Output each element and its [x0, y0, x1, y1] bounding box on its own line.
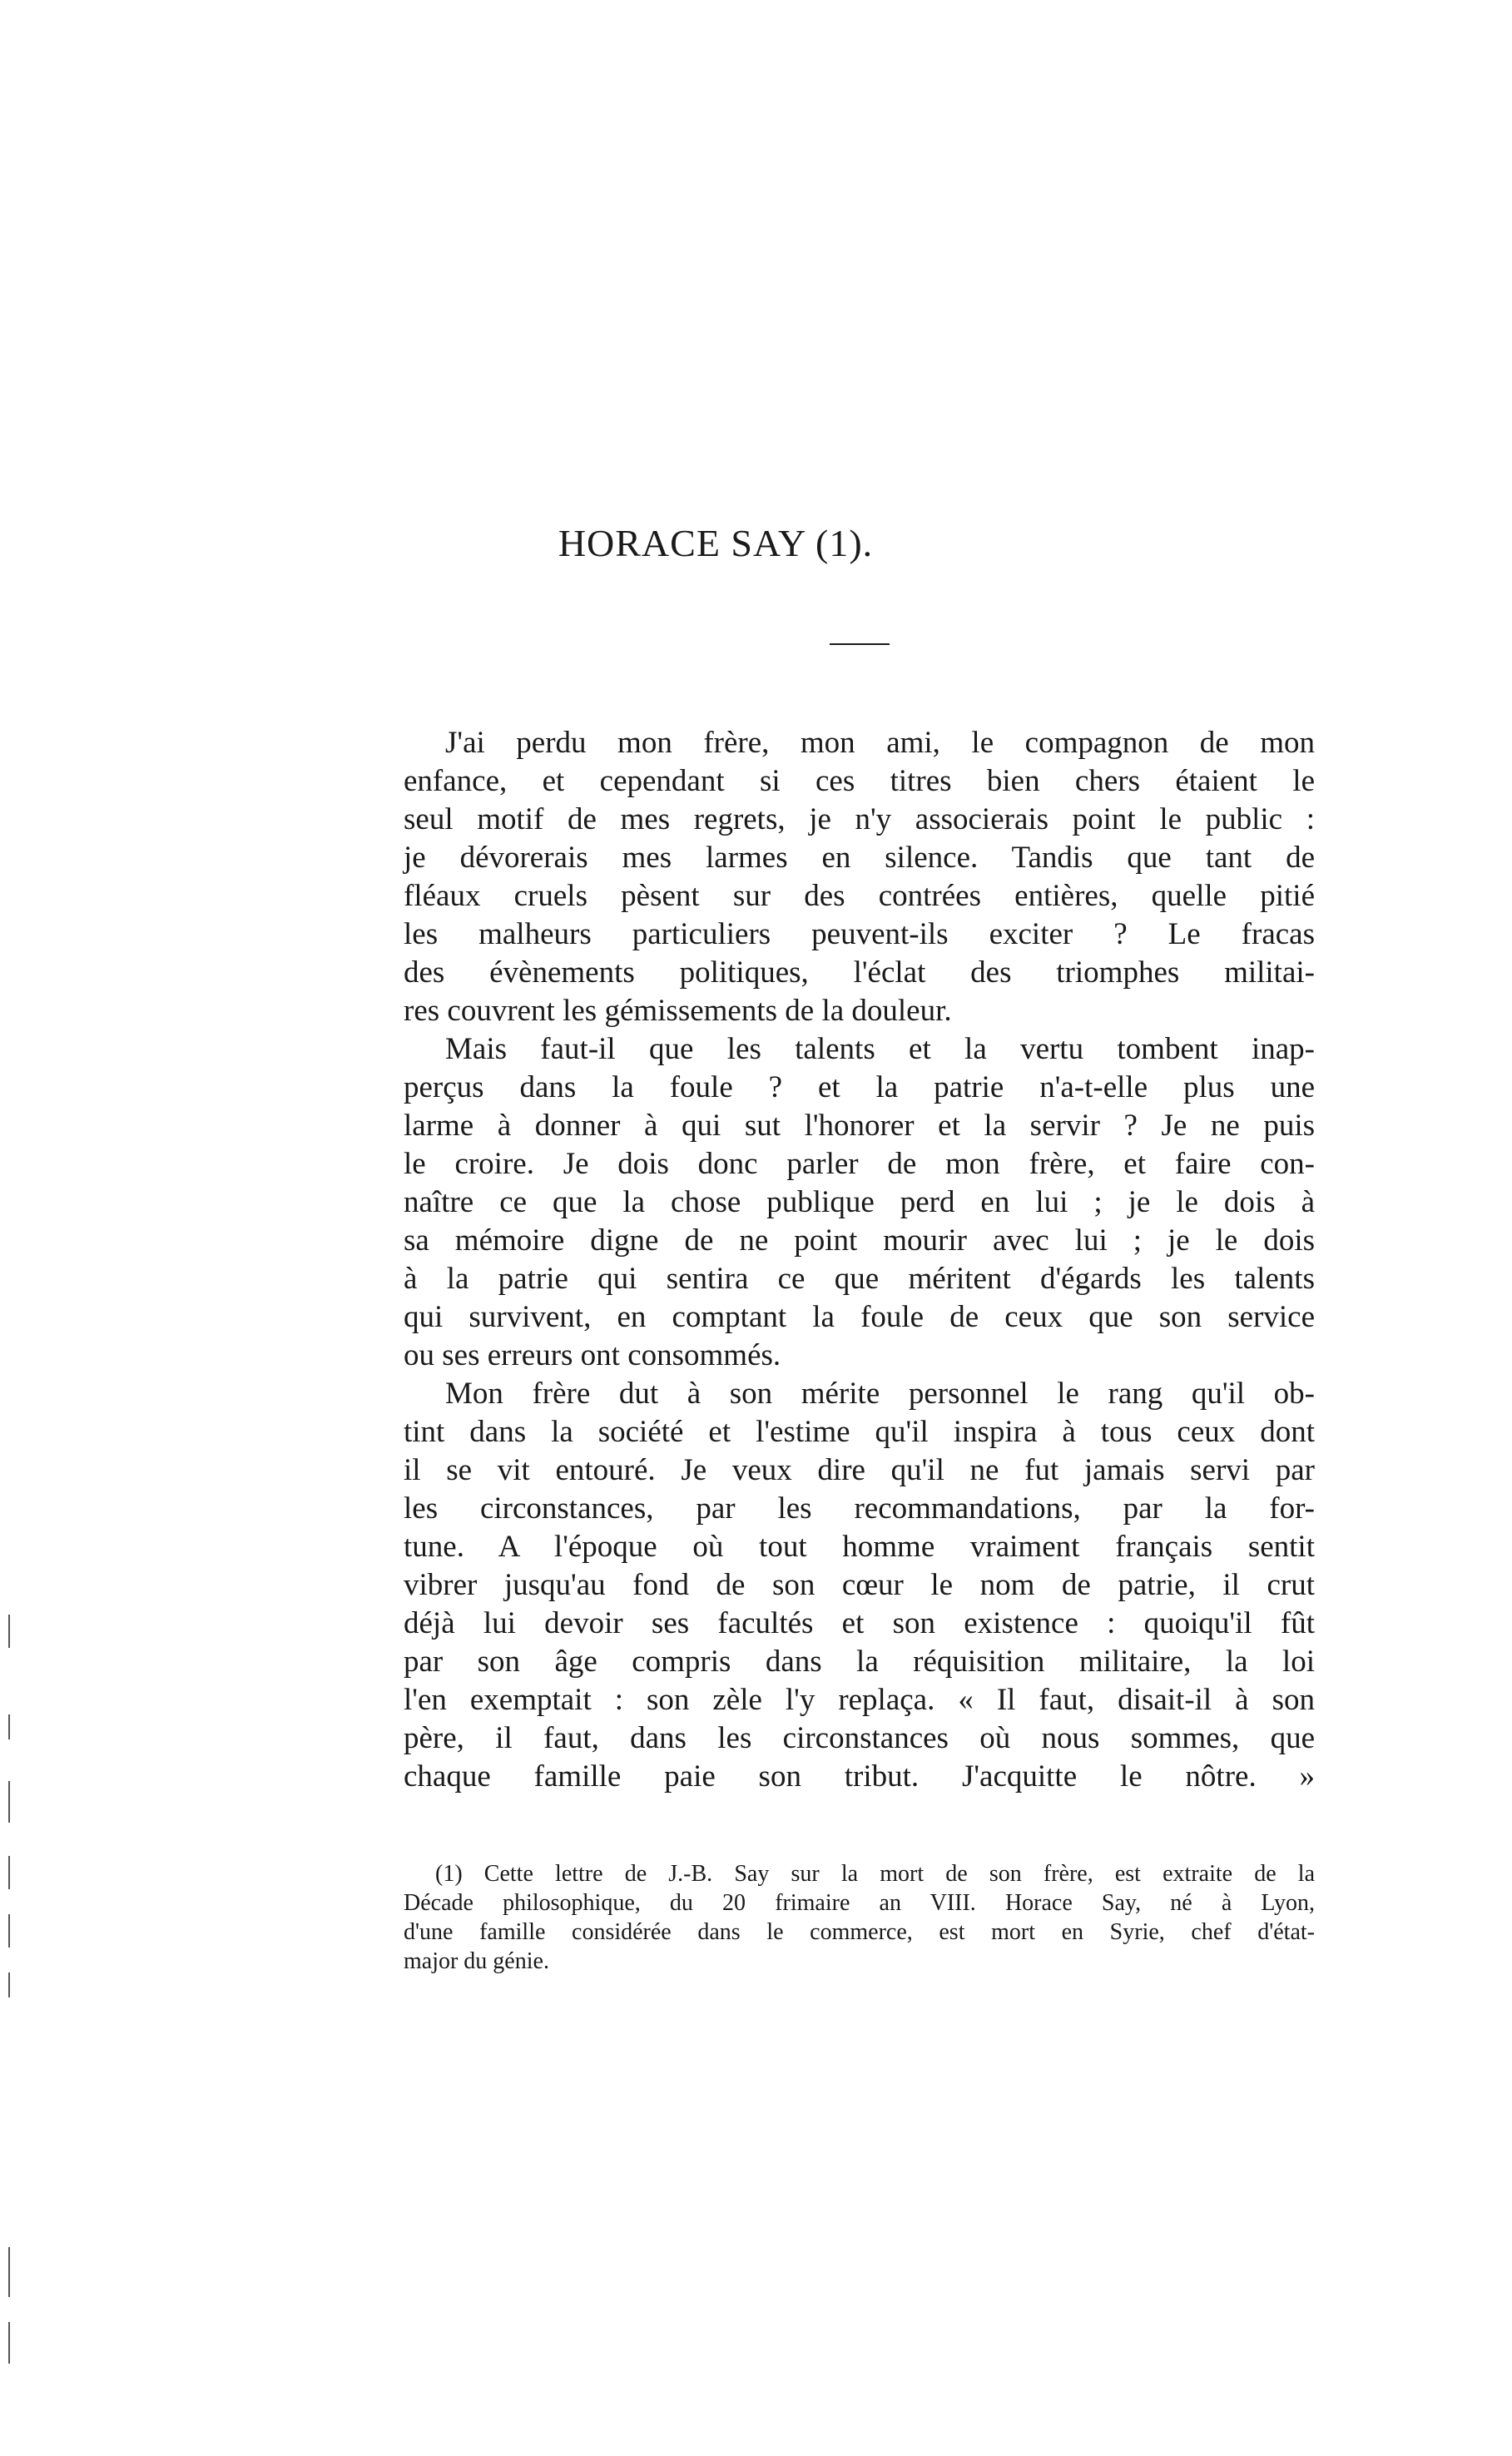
footnote-line: (1) Cette lettre de J.-B. Say sur la mort de son frère, est extraite de la: [435, 1861, 1315, 1887]
footnote-line: major du génie.: [404, 1948, 549, 1974]
body-line: les circonstances, par les recommandations, par la for-: [404, 1491, 1315, 1526]
body-line: chaque famille paie son tribut. J'acquitte le nôtre. »: [404, 1759, 1315, 1794]
margin-scan-mark: [8, 1781, 10, 1823]
footnote-line: d'une famille considérée dans le commerce, est mort en Syrie, chef d'état-: [404, 1919, 1315, 1945]
footnote-line: Décade philosophique, du 20 frimaire an VIII. Horace Say, né à Lyon,: [404, 1890, 1315, 1916]
body-line: à la patrie qui sentira ce que méritent d'égards les talents: [404, 1262, 1315, 1296]
body-line: res couvrent les gémissements de la douleur.: [404, 994, 952, 1028]
body-line: seul motif de mes regrets, je n'y associerais point le public :: [404, 802, 1315, 836]
margin-scan-mark: [8, 2322, 10, 2364]
body-line: père, il faut, dans les circonstances où nous sommes, que: [404, 1721, 1315, 1755]
margin-scan-mark: [8, 1914, 10, 1947]
body-line: des évènements politiques, l'éclat des triomphes militai-: [404, 955, 1315, 990]
body-line: larme à donner à qui sut l'honorer et la servir ? Je ne puis: [404, 1109, 1315, 1143]
body-line: le croire. Je dois donc parler de mon frère, et faire con-: [404, 1147, 1315, 1181]
body-line: les malheurs particuliers peuvent-ils exciter ? Le fracas: [404, 917, 1315, 951]
footnote: [404, 1859, 1315, 1976]
margin-scan-mark: [8, 1714, 10, 1739]
body-line: il se vit entouré. Je veux dire qu'il ne fut jamais servi par: [404, 1453, 1315, 1487]
body-line: je dévorerais mes larmes en silence. Tandis que tant de: [404, 841, 1315, 875]
body-line: vibrer jusqu'au fond de son cœur le nom de patrie, il crut: [404, 1568, 1315, 1602]
body-line: perçus dans la foule ? et la patrie n'a-t-elle plus une: [404, 1070, 1315, 1104]
body-line: J'ai perdu mon frère, mon ami, le compagnon de mon: [445, 726, 1315, 760]
body-line: tint dans la société et l'estime qu'il inspira à tous ceux dont: [404, 1415, 1315, 1449]
body-line: ou ses erreurs ont consommés.: [404, 1338, 781, 1372]
body-line: Mais faut-il que les talents et la vertu tombent inap-: [445, 1032, 1315, 1066]
chapter-title: HORACE SAY (1).: [558, 522, 874, 564]
body-line: naître ce que la chose publique perd en lui ; je le dois à: [404, 1185, 1315, 1219]
body-line: qui survivent, en comptant la foule de ceux que son service: [404, 1300, 1315, 1334]
body-line: fléaux cruels pèsent sur des contrées entières, quelle pitié: [404, 879, 1315, 913]
margin-scan-mark: [8, 2247, 10, 2297]
margin-scan-mark: [8, 1856, 10, 1889]
margin-scan-mark: [8, 1972, 10, 1997]
body-line: Mon frère dut à son mérite personnel le rang qu'il ob-: [445, 1377, 1315, 1411]
body-line: l'en exemptait : son zèle l'y replaça. « Il faut, disait-il à son: [404, 1683, 1315, 1717]
body-line: déjà lui devoir ses facultés et son existence : quoiqu'il fût: [404, 1606, 1315, 1640]
body-text: [404, 724, 1315, 1796]
body-line: sa mémoire digne de ne point mourir avec lui ; je le dois: [404, 1223, 1315, 1258]
title-divider: [830, 643, 890, 645]
margin-scan-mark: [8, 1615, 10, 1648]
body-line: enfance, et cependant si ces titres bien chers étaient le: [404, 764, 1315, 798]
body-line: par son âge compris dans la réquisition militaire, la loi: [404, 1645, 1315, 1679]
body-line: tune. A l'époque où tout homme vraiment français sentit: [404, 1530, 1315, 1564]
